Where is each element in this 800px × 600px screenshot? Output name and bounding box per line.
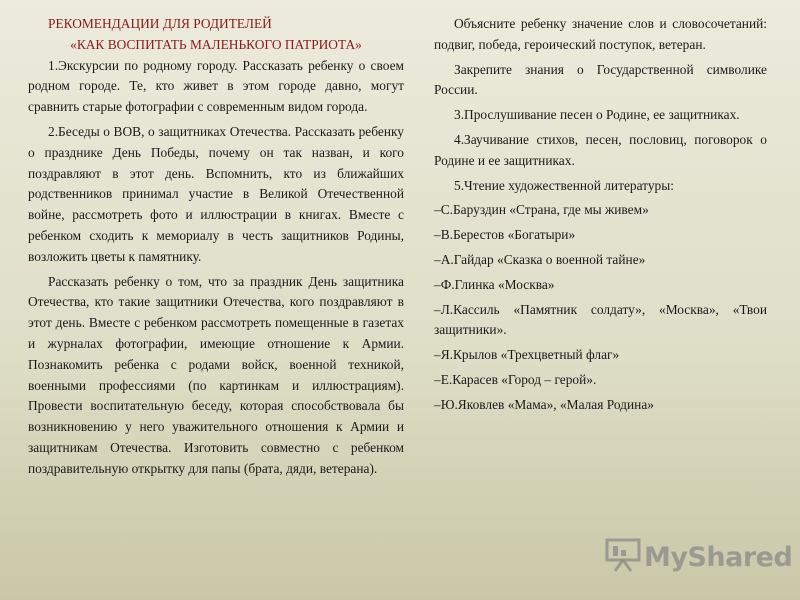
paragraph-excursions: 1.Экскурсии по родному городу. Рассказать ребенку о своем родном городе. Те, кто живет в этом городе давно, могут сравнить старые фотографии с современным видом города. (28, 57, 404, 115)
presentation-board-icon (604, 537, 644, 578)
document-title: РЕКОМЕНДАЦИИ ДЛЯ РОДИТЕЛЕЙ (48, 16, 272, 31)
paragraph-state-symbols: Закрепите знания о Государственной символике России. (434, 61, 767, 98)
watermark-logo (604, 537, 792, 578)
paragraph-songs: 3.Прослушивание песен о Родине, ее защитниках. (454, 107, 740, 123)
document-subtitle: «КАК ВОСПИТАТЬ МАЛЕНЬКОГО ПАТРИОТА» (70, 36, 362, 52)
book-list-item: –В.Берестов «Богатыри» (434, 227, 576, 243)
paragraph-explain-words: Объясните ребенку значение слов и словосочетаний: подвиг, победа, героический поступок, ветеран. (434, 16, 767, 52)
book-list-item: –Л.Кассиль «Памятник солдату», «Москва», «Твои защитники». (434, 301, 767, 338)
paragraph-defender-day: Рассказать ребенку о том, что за праздник День защитника Отечества, кто такие защитники Отечества, кого поздравляют в этот день. Вместе с ребенком рассмотреть помещенные в газетах и журналах фотографии, имеющие отношение к Армии. Познакомить ребенка с родами войск, военной техникой, военными профессиями (по картинкам и иллюстрациям). Провести воспитательную беседу, которая способствовала бы возникновению у него уважительного отношения к Армии и защитникам Отечества. Изготовить совместно с ребенком поздравительную открытку для папы (брата, дяди, ветерана). (28, 273, 404, 476)
paragraph-ww2-talks: 2.Беседы о ВОВ, о защитниках Отечества. Рассказать ребенку о празднике День Победы, почему он так назван, и кого поздравляют в этот день. Вспомнить, кто из ближайших родственников принимал участие в Великой Отечественной войне, рассмотреть фото и иллюстрации в книгах. Вместе с ребенком сходить к мемориалу в честь защитников Родины, возложить цветы к памятнику. (28, 123, 404, 264)
right-column (434, 14, 767, 416)
left-column (28, 14, 404, 480)
book-list-item: –Ф.Глинка «Москва» (434, 276, 555, 292)
book-list-item: –Я.Крылов «Трехцветный флаг» (434, 347, 620, 363)
book-list-item: –А.Гайдар «Сказка о военной тайне» (434, 251, 646, 267)
paragraph-reading: 5.Чтение художественной литературы: (454, 177, 674, 193)
book-list-item: –Ю.Яковлев «Мама», «Малая Родина» (434, 396, 654, 412)
book-list-item: –С.Баруздин «Страна, где мы живем» (434, 202, 649, 218)
book-list-item: –Е.Карасев «Город – герой». (434, 371, 597, 387)
watermark-text: MyShared (644, 542, 793, 573)
paragraph-poems: 4.Заучивание стихов, песен, пословиц, поговорок о Родине и ее защитниках. (434, 131, 767, 168)
